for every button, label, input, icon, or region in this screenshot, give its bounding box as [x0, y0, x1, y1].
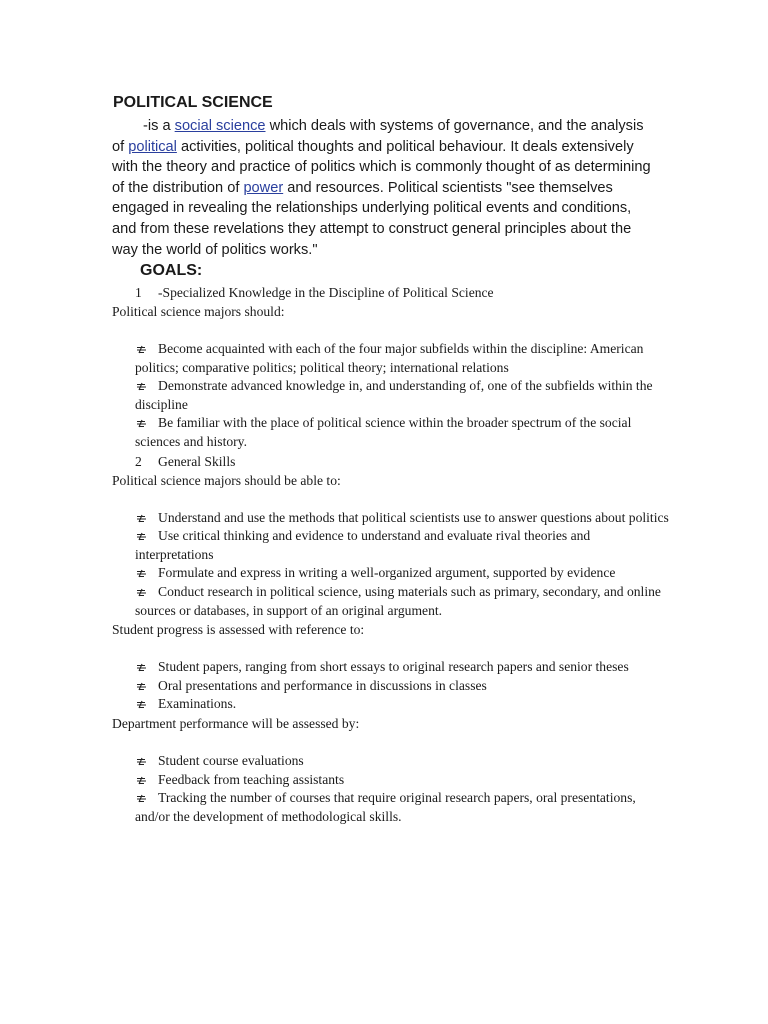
list-item-text: Tracking the number of courses that require original research papers, oral presentations, and/or the development of methodological skills.	[135, 790, 636, 824]
list-item-text: Student papers, ranging from short essays to original research papers and senior theses	[158, 659, 629, 675]
list-item	[112, 789, 672, 826]
bullet-mark-icon	[136, 532, 147, 541]
list-item	[112, 564, 672, 583]
list-item	[112, 527, 672, 564]
bullet-mark-icon	[136, 700, 147, 709]
list-item-text: Student course evaluations	[158, 752, 304, 768]
goals-heading: GOALS:	[140, 262, 203, 279]
list-item	[112, 677, 672, 696]
section-intro: Student progress is assessed with reference to:	[112, 622, 365, 638]
bullet-mark-icon	[136, 419, 147, 428]
list-item-text: Conduct research in political science, using materials such as primary, secondary, and online sources or databases, in support of an original argument.	[135, 583, 661, 618]
bullet-mark-icon	[136, 569, 147, 578]
list-item	[112, 414, 672, 451]
intro-part3: and resources. Political scientists "see themselves engaged in revealing the relationships underlying political events and conditions, and from these revelations they attempt to construct general principles about the way the world of politics works."	[112, 179, 632, 258]
page-title: POLITICAL SCIENCE	[113, 94, 273, 111]
section-number: 1	[135, 285, 142, 300]
political-link[interactable]: political	[128, 138, 177, 155]
section-number: 2	[135, 453, 142, 469]
list-item	[112, 658, 672, 677]
list-item-text: Examinations.	[158, 696, 237, 712]
intro-part1: which deals with systems of governance, and the analysis of	[112, 118, 644, 155]
list-item	[112, 771, 672, 790]
list-item-text: Demonstrate advanced knowledge in, and understanding of, one of the subfields within the discipline	[135, 378, 653, 412]
list-item-text: Use critical thinking and evidence to understand and evaluate rival theories and interpretations	[135, 528, 591, 562]
bullet-mark-icon	[136, 682, 147, 691]
bullet-mark-icon	[136, 514, 147, 523]
list-item-text: Feedback from teaching assistants	[158, 771, 345, 787]
bullet-mark-icon	[136, 663, 147, 672]
section-heading	[112, 283, 672, 302]
bullet-mark-icon	[136, 588, 147, 597]
list-item	[112, 695, 672, 714]
list-item-text: Become acquainted with each of the four major subfields within the discipline: American politics; comparative politics; political theory; international relations	[135, 341, 644, 375]
list-item	[112, 509, 672, 528]
list-item-text: Oral presentations and performance in discussions in classes	[158, 677, 487, 693]
goals-body	[112, 283, 672, 826]
section-intro: Political science majors should:	[112, 304, 285, 319]
intro-part2: activities, political thoughts and political behaviour. It deals extensively with the theory and practice of politics which is commonly thought of as determining of the distribution of	[112, 138, 651, 196]
section-intro: Political science majors should be able to:	[112, 472, 341, 488]
section-heading	[112, 452, 672, 471]
bullet-mark-icon	[136, 757, 147, 766]
bullet-mark-icon	[136, 382, 147, 391]
section-title: General Skills	[158, 453, 236, 469]
social-science-link[interactable]: social science	[174, 118, 266, 134]
list-item-text: Formulate and express in writing a well-organized argument, supported by evidence	[158, 565, 616, 581]
bullet-mark-icon	[136, 776, 147, 785]
power-link[interactable]: power	[243, 179, 284, 196]
section-title: -Specialized Knowledge in the Discipline of Political Science	[158, 285, 494, 300]
intro-paragraph	[112, 116, 658, 260]
list-item	[112, 377, 672, 414]
bullet-mark-icon	[136, 794, 147, 803]
list-item-text: Understand and use the methods that political scientists use to answer questions about politics	[158, 509, 669, 525]
list-item	[112, 583, 672, 620]
section-intro: Department performance will be assessed by:	[112, 715, 360, 731]
list-item	[112, 752, 672, 771]
list-item-text: Be familiar with the place of political science within the broader spectrum of the social sciences and history.	[135, 415, 632, 449]
intro-lead: -is a	[143, 118, 171, 134]
bullet-mark-icon	[136, 345, 147, 354]
list-item	[112, 340, 672, 377]
